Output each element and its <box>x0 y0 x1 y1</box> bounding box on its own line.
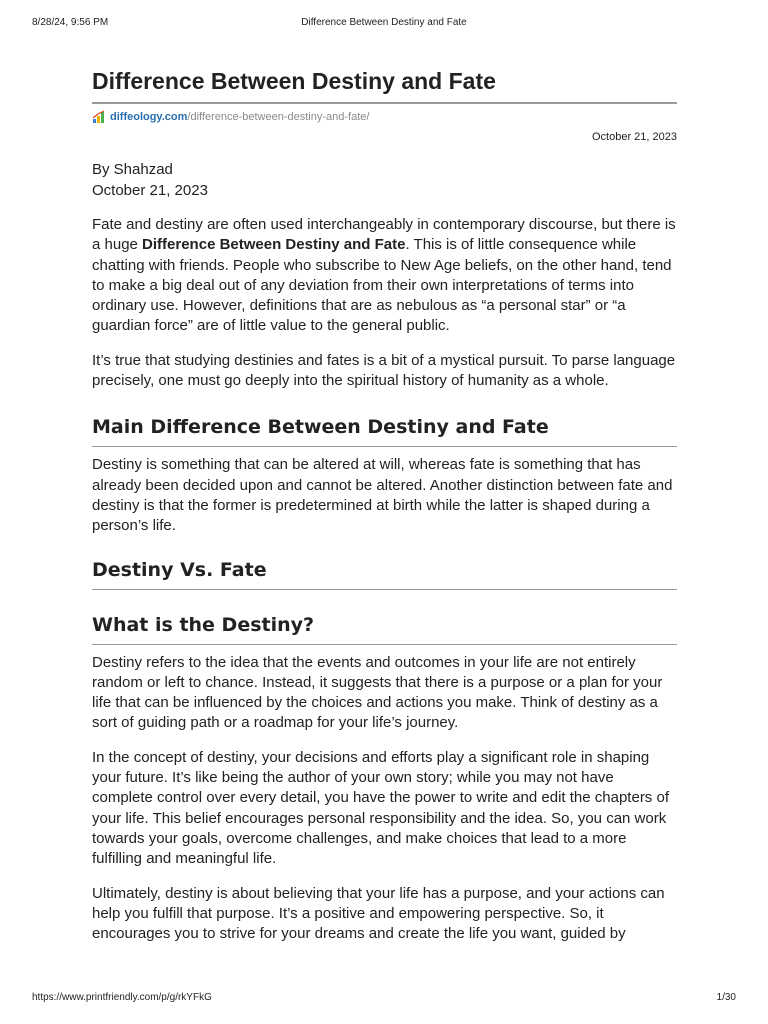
article <box>92 66 677 944</box>
byline-date: October 21, 2023 <box>92 182 208 199</box>
heading-main-difference: Main Difference Between Destiny and Fate <box>92 414 677 447</box>
paragraph-destiny-concept: In the concept of destiny, your decisions and efforts play a significant role in shaping your future. It’s like being the author of your own story; while you may not have complete control over every detail, you have the power to write and edit the chapters of your life. This belief encourages personal responsibility and the idea. So, you can work towards your goals, overcome challenges, and make choices that lead to a more fulfilling and meaningful life. <box>92 748 669 868</box>
paragraph-main-difference: Destiny is something that can be altered at will, whereas fate is something that has already been decided upon and cannot be altered. Another distinction between fate and destiny is that the former is predetermined at birth while the latter is shaped during a person’s life. <box>92 456 673 535</box>
source-line <box>92 109 677 125</box>
site-favicon-icon <box>92 110 106 124</box>
paragraph-intro <box>92 215 677 337</box>
paragraph-destiny-purpose: Ultimately, destiny is about believing that your life has a purpose, and your actions can help you fulfill that purpose. It’s a positive and empowering perspective. So, it encourages you to strive for your dreams and create the life you want, guided by <box>92 884 665 943</box>
byline <box>92 159 677 201</box>
article-title: Difference Between Destiny and Fate <box>92 66 677 104</box>
paragraph-intro-end: . This is of little consequence while chatting with friends. People who subscribe to New Age beliefs, on the other hand, tend to make a big deal out of any deviation from their own interpretations of terms into ordinary use. However, definitions that are as nebulous as “a personal star” or “a guardian force” are of little value to the general public. <box>92 236 672 335</box>
paragraph-mystical: It’s true that studying destinies and fates is a bit of a mystical pursuit. To parse language precisely, one must go deeply into the spiritual history of humanity as a whole. <box>92 351 676 390</box>
byline-author: By Shahzad <box>92 161 173 178</box>
published-date: October 21, 2023 <box>591 131 677 143</box>
source-domain: diffeology.com <box>110 111 188 123</box>
paragraph-intro-bold: Difference Between Destiny and Fate <box>142 236 406 254</box>
heading-destiny-vs-fate: Destiny Vs. Fate <box>92 557 677 590</box>
print-footer <box>32 992 736 1006</box>
print-timestamp: 8/28/24, 9:56 PM <box>32 17 109 28</box>
paragraph-destiny-definition: Destiny refers to the idea that the events and outcomes in your life are not entirely random or left to chance. Instead, it suggests that there is a purpose or a plan for your life that can be influenced by the choices and actions you make. Think of destiny as a sort of guiding path or a roadmap for your life’s journey. <box>92 653 663 732</box>
page-number: 1/30 <box>716 992 736 1003</box>
print-url: https://www.printfriendly.com/p/g/rkYFkG <box>32 992 212 1003</box>
source-link[interactable] <box>110 111 369 123</box>
print-header <box>32 17 736 31</box>
paragraph-intro-start: Fate and destiny are often used interchangeably in contemporary discourse, but there is a huge <box>92 216 676 254</box>
source-path: /difference-between-destiny-and-fate/ <box>187 111 370 123</box>
print-page-title: Difference Between Destiny and Fate <box>301 17 467 28</box>
heading-what-is-destiny: What is the Destiny? <box>92 612 677 645</box>
